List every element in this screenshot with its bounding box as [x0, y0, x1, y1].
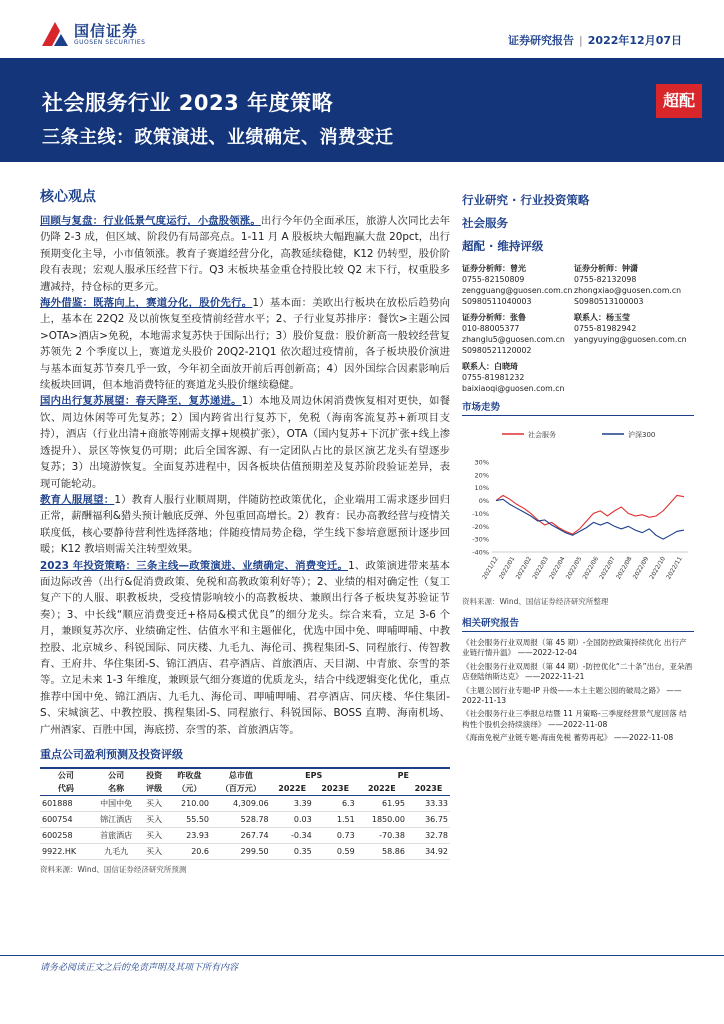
table-cell: 3.39	[271, 796, 314, 812]
analyst-cert: S0980521120002	[462, 346, 532, 355]
table-cell: 600754	[40, 812, 92, 828]
table-source: 资料来源：Wind、国信证券经济研究所预测	[40, 865, 187, 874]
legend-label: 沪深300	[628, 431, 656, 439]
table-cell: 0.73	[314, 828, 357, 844]
analyst-phone: 0755-81981232	[462, 373, 525, 382]
table-header: 公司	[92, 768, 141, 782]
y-tick-label: 20%	[474, 471, 489, 480]
analyst-title: 证券分析师：曾光	[462, 264, 526, 273]
related-report-title: 《社会服务行业三季报总结暨 11 月策略-三季度经营景气度回落 结构性个股机会持续演绎》	[462, 709, 687, 729]
x-tick-label: 2022/08	[615, 555, 634, 581]
core-heading: 核心观点	[40, 189, 96, 205]
related-report-title: 《海南免税产业链专题-海南免税 蓄势再起》	[462, 733, 612, 743]
table-cell: 528.78	[211, 812, 271, 828]
table-cell: 61.95	[357, 796, 407, 812]
y-tick-label: 10%	[474, 484, 489, 493]
table-header-row-bottom	[40, 782, 450, 796]
table-cell: 210.00	[168, 796, 211, 812]
related-report-item[interactable]	[462, 662, 694, 683]
table-row	[40, 796, 450, 812]
x-tick-label: 2022/11	[665, 555, 684, 581]
table-cell: 9922.HK	[40, 844, 92, 860]
table-cell: 23.93	[168, 828, 211, 844]
table-cell: 20.6	[168, 844, 211, 860]
company-name-cn: 国信证券	[74, 22, 139, 40]
core-views-column	[40, 186, 450, 875]
disclaimer-footer: 请务必阅读正文之后的免责声明及其项下所有内容	[40, 963, 239, 973]
core-paragraph-1	[40, 213, 450, 295]
footer-divider	[0, 955, 724, 956]
analyst-cert: S0980511040003	[462, 297, 532, 306]
table-cell: -70.38	[357, 828, 407, 844]
table-cell: 4,309.06	[211, 796, 271, 812]
y-tick-label: -30%	[472, 535, 489, 544]
paragraph-body: 1）基本面：美欧出行板块在放松后趋势向上，基本在 22Q2 及以前恢复至疫情前经营水平；2、子行业复苏排序：餐饮>主题公园>OTA>酒店>免税，本地需求复苏快于国际出行；3）股价复盘：股价新高一般较经营复苏领先 2 个季度以上，赛道龙头股价 20Q2-21Q1 依次超过疫情前，各子板块股价演进与基本面复苏节奏几乎一致，今年初全面放开前后再创新高；4）因外国综合因素影响后续板块回调，但本地消费特征的赛道龙头股价继续稳健。	[40, 297, 451, 392]
paragraph-lead: 国内出行复苏展望：春天降至，复苏递进。	[40, 395, 242, 408]
analyst-phone: 010-88005377	[462, 324, 520, 333]
series-line	[496, 499, 684, 539]
paragraph-body: 1）教育人服行业顺周期，伴随防控政策优化，企业端用工需求逐步回归正常，薪酬福利&猎头预计触底反弹、外包重回高增长。2）教育：民办高教经营与疫情关联度低，核心要静待营利性选择落地；伴随疫情局势企稳，学生线下参培意愿预计逐步回暖；K12 教培则需关注转型效果。	[40, 493, 451, 556]
table-header: 2023E	[314, 782, 357, 796]
series-line	[496, 495, 684, 534]
x-tick-label: 2022/09	[631, 555, 651, 581]
table-cell: 55.50	[168, 812, 211, 828]
table-cell: 299.50	[211, 844, 271, 860]
trend-chart-svg	[462, 422, 694, 592]
analyst-block	[574, 263, 694, 307]
analyst-title: 联系人：白晓琦	[462, 362, 518, 371]
analyst-email[interactable]: zengguang@guosen.com.cn	[462, 286, 573, 295]
analyst-title: 证券分析师：钟潇	[574, 264, 638, 273]
legend-label: 社会服务	[528, 431, 556, 439]
x-tick-label: 2022/10	[648, 555, 668, 581]
related-reports-list	[462, 638, 694, 744]
analyst-list	[462, 263, 694, 399]
related-report-item[interactable]	[462, 638, 694, 659]
table-header: 公司	[40, 768, 92, 782]
x-tick-label: 2022/05	[564, 555, 584, 581]
analyst-email[interactable]: zhanglu5@guosen.com.cn	[462, 335, 565, 344]
paragraph-lead: 回顾与复盘：行业低景气度运行，小盘股领涨。	[40, 215, 261, 227]
rating-badge: 超配	[656, 84, 702, 118]
table-header: 评级	[141, 782, 168, 796]
report-date: 2022年12月07日	[587, 34, 682, 47]
table-header: （元）	[168, 782, 211, 796]
rating-line: 超配 · 维持评级	[462, 239, 544, 253]
x-tick-label: 2022/04	[548, 555, 567, 581]
report-meta	[508, 32, 682, 48]
table-cell: 1.51	[314, 812, 357, 828]
market-trend-chart	[462, 422, 694, 592]
table-header: 总市值	[211, 768, 271, 782]
paragraph-lead: 教育人服展望：	[40, 493, 115, 506]
related-report-date: ——2022-11-08	[547, 719, 608, 729]
x-tick-label: 2022/06	[581, 555, 601, 581]
table-title: 重点公司盈利预测及投资评级	[40, 748, 183, 761]
core-paragraph-5	[40, 558, 450, 738]
table-header: 昨收盘	[168, 768, 211, 782]
related-report-title: 《主题公园行业专题-IP 升级——本土主题公园的破局之路》	[462, 685, 664, 695]
table-header-row-top	[40, 768, 450, 782]
table-cell: 34.92	[407, 844, 450, 860]
analyst-email[interactable]: zhongxiao@guosen.com.cn	[574, 286, 682, 295]
table-cell: 600258	[40, 828, 92, 844]
x-tick-label: 2022/03	[531, 555, 550, 581]
table-cell: 锦江酒店	[92, 812, 141, 828]
related-report-date: ——2022-11-08	[613, 733, 674, 743]
analyst-phone: 0755-82150809	[462, 275, 525, 284]
analyst-block	[462, 361, 574, 394]
table-cell: 32.78	[407, 828, 450, 844]
analyst-block	[462, 263, 574, 307]
table-header: 2022E	[357, 782, 407, 796]
table-cell: 买入	[141, 796, 168, 812]
core-paragraph-4	[40, 492, 450, 558]
analyst-phone: 0755-81982942	[574, 324, 637, 333]
x-tick-label: 2022/02	[514, 555, 534, 581]
table-cell: 0.03	[271, 812, 314, 828]
table-cell: 中国中免	[92, 796, 141, 812]
analyst-title: 联系人：杨玉莹	[574, 313, 630, 322]
table-cell: 601888	[40, 796, 92, 812]
table-header: 投资	[141, 768, 168, 782]
paragraph-lead: 2023 年投资策略：三条主线—政策演进、业绩确定、消费变迁。	[40, 559, 349, 572]
table-cell: 九毛九	[92, 844, 141, 860]
core-paragraph-2	[40, 295, 450, 393]
analyst-email[interactable]: baixiaoqi@guosen.com.cn	[462, 384, 565, 393]
y-tick-label: -40%	[472, 548, 489, 557]
table-cell: 0.59	[314, 844, 357, 860]
sector-label: 社会服务	[462, 216, 508, 230]
company-logo	[40, 18, 180, 50]
analyst-email[interactable]: yangyuying@guosen.com.cn	[574, 335, 687, 344]
paragraph-body: 出行今年仍全面承压，旅游人次同比去年仍降 2-3 成，但区域、阶段仍有局部亮点。1-11 月 A 股板块大幅跑赢大盘 20pct，出行预期变化主导，小市值领涨。教育子赛道经营分化，高教延续稳健，K12 仍转型，股价阶段有表现；宏观人服承压经营下行。Q3 末板块基金重仓持股比较 Q2 末下行，权重股多遭减持，持仓标的更多元。	[40, 215, 451, 293]
table-cell: -0.34	[271, 828, 314, 844]
table-header: （百万元）	[211, 782, 271, 796]
analyst-block	[574, 312, 694, 356]
analyst-title: 证券分析师：张鲁	[462, 313, 526, 322]
analyst-phone: 0755-82132098	[574, 275, 637, 284]
table-header: 名称	[92, 782, 141, 796]
table-cell: 买入	[141, 844, 168, 860]
related-report-title: 《社会服务行业双周报（第 44 期）-防控优化“二十条”出台，亚朵酒店登陆纳斯达克》	[462, 661, 693, 682]
related-reports-heading: 相关研究报告	[462, 615, 694, 632]
table-row	[40, 844, 450, 860]
table-row	[40, 828, 450, 844]
table-cell: 6.3	[314, 796, 357, 812]
paragraph-body: 1、政策演进带来基本面边际改善（出行&促消费政策、免税和高教政策利好等）；2、业绩的相对确定性（复工复产下的人服、职教板块，受疫情影响较小的高教板块、兼顾出行各子板块复苏验证节奏）；3、中长线“顺应消费变迁+格局&模式优良”的细分龙头。综合来看，立足 3-6 个月，兼顾复苏次序、业绩确定性、估值水平和主题催化，优选中国中免、呷哺呷哺、中教控股、北京城乡、科锐国际、同庆楼、九毛九、海伦司、携程集团-S、同程旅行、传智教育、王府井、华住集团-S、锦江酒店、君亭酒店、首旅酒店、天目湖、中青旅、奈雪的茶等。立足未来 1-3 年维度，兼顾景气细分赛道的优质龙头，结合中线逻辑变化优化，重点推荐中国中免、锦江酒店、九毛九、海伦司、呷哺呷哺、君亭酒店、同庆楼、华住集团-S、宋城演艺、中教控股、携程集团-S、同程旅行、科锐国际、BOSS 直聘、海南机场、广州酒家、百胜中国，海底捞、奈雪的茶、首旅酒店等。	[40, 559, 450, 736]
x-tick-label: 2021/12	[481, 555, 500, 581]
table-cell: 1850.00	[357, 812, 407, 828]
industry-label: 行业研究 · 行业投资策略	[462, 193, 590, 207]
sidebar-column	[462, 192, 694, 744]
company-name-en: GUOSEN SECURITIES	[74, 39, 146, 46]
table-row	[40, 812, 450, 828]
x-tick-label: 2022/01	[497, 555, 517, 581]
table-header: 2022E	[271, 782, 314, 796]
report-title: 社会服务行业 2023 年度策略	[42, 91, 334, 115]
table-cell: 买入	[141, 828, 168, 844]
y-tick-label: -20%	[472, 522, 489, 531]
guosen-logo-icon	[40, 20, 70, 48]
meta-separator: |	[579, 34, 583, 47]
y-tick-label: -10%	[472, 509, 489, 518]
related-report-date: ——2022-12-04	[517, 648, 577, 658]
core-paragraph-3	[40, 393, 450, 491]
y-tick-label: 30%	[474, 458, 489, 467]
paragraph-body: 1）本地及周边休闲消费恢复相对更快，如餐饮、周边休闲等可先复苏；2）国内跨省出行复苏下，免税（海南客流复苏+新项目支持），酒店（行业出清+商旅等刚需支撑+规模扩张），OTA（国内复苏+下沉扩张+线上渗透提升）、景区等恢复仍可期；此后全国客源、有一定团队占比的景区演艺龙头有望逐步复苏；3）出境游恢复。全面复苏进程中，因各板块估值预期差及复苏阶段验证差异，表现可能轮动。	[40, 395, 451, 490]
table-header: 代码	[40, 782, 92, 796]
table-header: EPS	[271, 768, 357, 782]
related-report-item[interactable]	[462, 733, 694, 743]
table-header: PE	[357, 768, 450, 782]
analyst-block	[462, 312, 574, 356]
y-tick-label: 0%	[478, 497, 489, 506]
table-header: 2023E	[407, 782, 450, 796]
table-cell: 267.74	[211, 828, 271, 844]
x-tick-label: 2022/07	[598, 555, 617, 581]
related-report-title: 《社会服务行业双周报（第 45 期）-全国防控政策持续优化 出行产业链行情升温》	[462, 638, 687, 658]
market-trend-heading: 市场走势	[462, 399, 694, 416]
table-cell: 58.86	[357, 844, 407, 860]
chart-source: 资料来源：Wind、国信证券经济研究所整理	[462, 597, 609, 606]
table-cell: 首旅酒店	[92, 828, 141, 844]
related-report-date: ——2022-11-13	[462, 685, 682, 706]
table-cell: 33.33	[407, 796, 450, 812]
related-report-item[interactable]	[462, 686, 694, 707]
profit-forecast-table	[40, 767, 450, 860]
table-cell: 36.75	[407, 812, 450, 828]
paragraph-lead: 海外借鉴：既落向上，赛道分化，股价先行。	[40, 297, 253, 310]
related-report-item[interactable]	[462, 709, 694, 730]
report-type: 证券研究报告	[508, 34, 575, 47]
analyst-cert: S0980513100003	[574, 297, 644, 306]
related-report-date: ——2022-11-21	[525, 672, 585, 682]
table-cell: 0.35	[271, 844, 314, 860]
report-subtitle: 三条主线：政策演进、业绩确定、消费变迁	[42, 127, 394, 148]
table-cell: 买入	[141, 812, 168, 828]
